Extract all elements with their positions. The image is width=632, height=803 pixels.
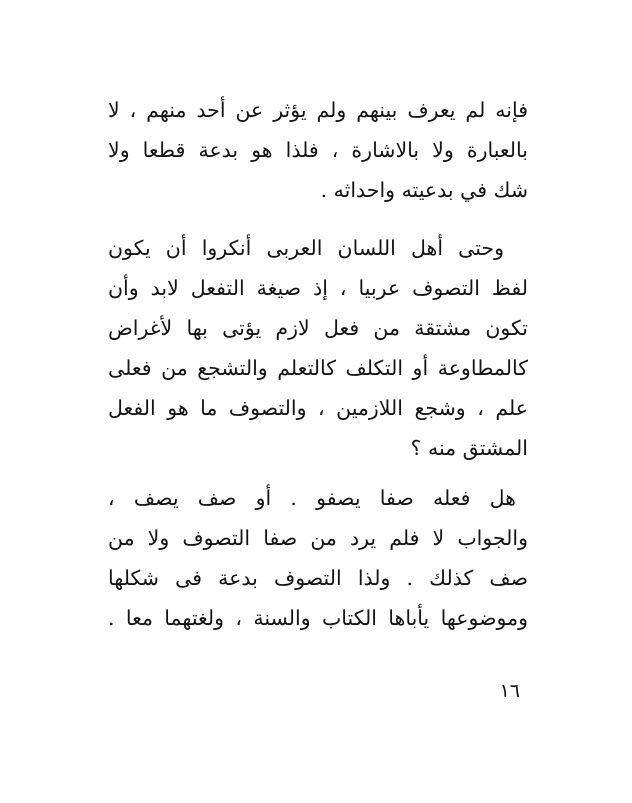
text-line: والجواب لا فلم يرد من صفا التصوف ولا من [108, 526, 528, 550]
paragraph-1 [108, 90, 528, 210]
text-line: شك في بدعيته واحداثه . [320, 178, 528, 202]
text-line: المشتق منه ؟ [410, 436, 528, 460]
text-line: وحتى أهل اللسان العربى أنكروا أن يكون [108, 236, 504, 260]
text-line: فإنه لم يعرف بينهم ولم يؤثر عن أحد منهم ، لا [108, 98, 528, 122]
text-line: هل فعله صفا يصفو . أو صف يصف ، [108, 486, 516, 510]
text-line: تكون مشتقة من فعل لازم يؤتى بها لأغراض [108, 316, 528, 340]
text-line: لفظ التصوف عربيا ، إذ صيغة التفعل لابد وأن [108, 276, 528, 300]
text-line: علم ، وشجع اللازمين ، والتصوف ما هو الفعل [108, 396, 528, 420]
text-line: صف كذلك . ولذا التصوف بدعة فى شكلها [108, 566, 528, 590]
paragraph-3 [108, 478, 528, 638]
paragraph-2 [108, 228, 528, 468]
page-number: ١٦ [499, 680, 520, 702]
text-line: وموضوعها يأباها الكتاب والسنة ، ولغتهما معا . [108, 606, 528, 630]
text-line: كالمطاوعة أو التكلف كالتعلم والتشجع من فعلى [108, 356, 528, 380]
text-line: بالعبارة ولا بالاشارة ، فلذا هو بدعة قطعا ولا [108, 138, 528, 162]
